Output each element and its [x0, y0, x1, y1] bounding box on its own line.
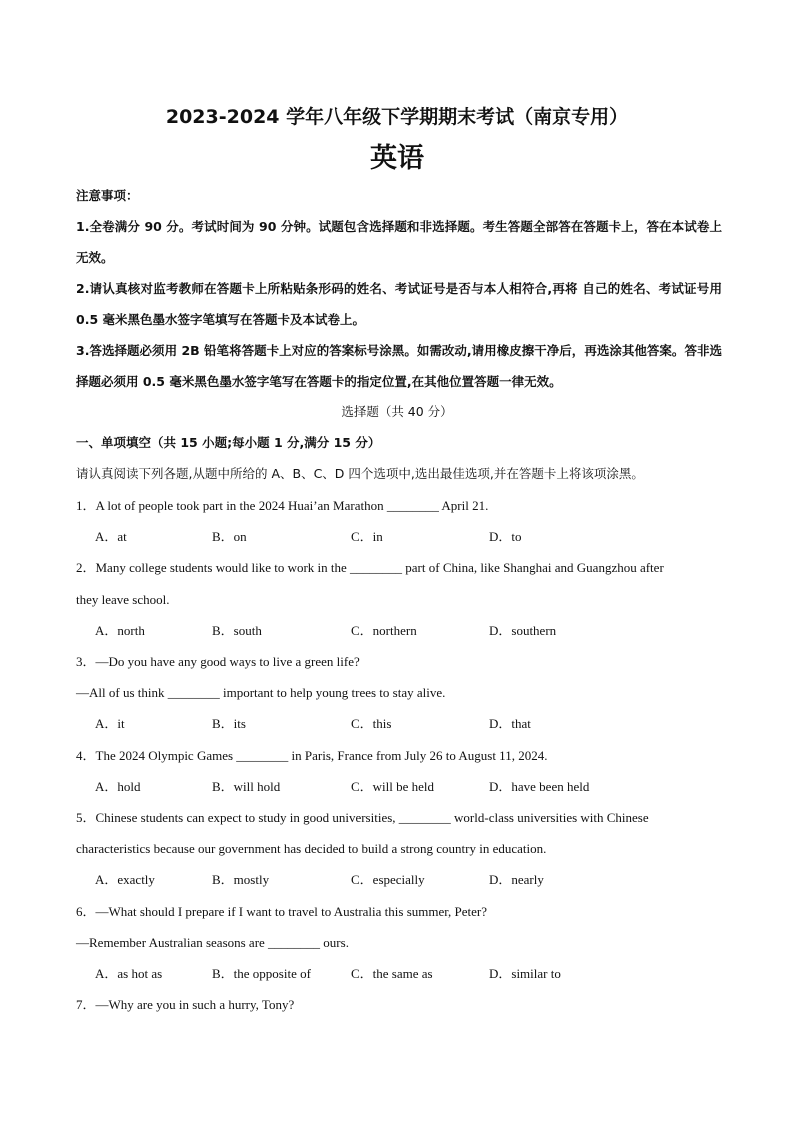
- question-5: [76, 802, 722, 896]
- option-b: B．the opposite of: [212, 966, 311, 982]
- option-a: A．hold: [95, 778, 141, 794]
- subject-title: 英语: [370, 143, 424, 174]
- question-4: [76, 740, 722, 802]
- question-6: [76, 896, 722, 990]
- option-b: B．mostly: [212, 872, 270, 888]
- option-c: C．especially: [351, 872, 425, 888]
- option-d: D．have been held: [489, 778, 590, 794]
- option-c: C．northern: [351, 622, 417, 638]
- notes-heading: 注意事项：: [76, 188, 139, 203]
- question-text: —Remember Australian seasons are ________ ours.: [76, 934, 349, 950]
- option-b: B．south: [212, 622, 262, 638]
- question-text: 5．Chinese students can expect to study in good universities, ________ world-class universities with Chinese: [76, 810, 649, 826]
- question-text: 6．—What should I prepare if I want to travel to Australia this summer, Peter?: [76, 903, 488, 919]
- exam-title: 2023-2024 学年八年级下学期期末考试（南京专用）: [165, 106, 629, 128]
- question-list: [76, 490, 722, 1020]
- option-d: D．to: [489, 529, 522, 545]
- section-title: 选择题（共 40 分）: [341, 404, 453, 419]
- part-header: [76, 427, 722, 489]
- question-7: [76, 989, 722, 1020]
- option-row: [76, 864, 722, 895]
- option-a: A．at: [95, 529, 127, 545]
- option-d: D．southern: [489, 622, 557, 638]
- option-d: D．nearly: [489, 872, 544, 888]
- option-row: [76, 958, 722, 989]
- option-row: [76, 521, 722, 552]
- note-item-3: 3.答选择题必须用 2B 铅笔将答题卡上对应的答案标号涂黑。如需改动,请用橡皮擦干净后，再选涂其他答案。答非选择题必须用 0.5 毫米黑色墨水签字笔写在答题卡的指定位置,在其他位置答题一律无效。: [76, 343, 722, 389]
- option-a: A．exactly: [95, 872, 155, 888]
- note-item-1: 1.全卷满分 90 分。考试时间为 90 分钟。试题包含选择题和非选择题。考生答题全部答在答题卡上，答在本试卷上无效。: [76, 219, 722, 265]
- option-d: D．similar to: [489, 966, 561, 982]
- option-row: [76, 708, 722, 739]
- option-a: A．it: [95, 716, 125, 732]
- question-1: [76, 490, 722, 552]
- part-heading: 一、单项填空（共 15 小题;每小题 1 分,满分 15 分）: [76, 435, 381, 450]
- part-instruction: 请认真阅读下列各题,从题中所给的 A、B、C、D 四个选项中,选出最佳选项,并在答题卡上将该项涂黑。: [76, 466, 644, 481]
- option-c: C．the same as: [351, 966, 433, 982]
- option-c: C．this: [351, 716, 392, 732]
- question-text: 7．—Why are you in such a hurry, Tony?: [76, 997, 295, 1013]
- question-3: [76, 646, 722, 740]
- question-text: 2．Many college students would like to work in the ________ part of China, like Shanghai and Guangzhou after: [76, 560, 664, 576]
- question-text: 1．A lot of people took part in the 2024 Huai’an Marathon ________ April 21.: [76, 498, 489, 513]
- option-c: C．will be held: [351, 778, 435, 794]
- option-b: B．will hold: [212, 778, 281, 794]
- question-text: characteristics because our government has decided to build a strong country in education.: [76, 841, 547, 857]
- question-text: 4．The 2024 Olympic Games ________ in Paris, France from July 26 to August 11, 2024.: [76, 747, 548, 763]
- note-item-2: 2.请认真核对监考教师在答题卡上所粘贴条形码的姓名、考试证号是否与本人相符合,再将 自己的姓名、考试证号用 0.5 毫米黑色墨水签字笔填写在答题卡及本试卷上。: [76, 281, 722, 327]
- question-text: —All of us think ________ important to help young trees to stay alive.: [76, 685, 446, 701]
- notes-section: [76, 180, 722, 397]
- question-text: they leave school.: [76, 591, 170, 607]
- question-2: [76, 552, 722, 646]
- option-d: D．that: [489, 716, 531, 732]
- question-text: 3．—Do you have any good ways to live a green life?: [76, 654, 360, 670]
- option-b: B．its: [212, 716, 246, 732]
- option-row: [76, 615, 722, 646]
- option-row: [76, 771, 722, 802]
- option-a: A．north: [95, 622, 145, 638]
- option-a: A．as hot as: [95, 966, 163, 982]
- option-c: C．in: [351, 529, 383, 545]
- option-b: B．on: [212, 529, 247, 545]
